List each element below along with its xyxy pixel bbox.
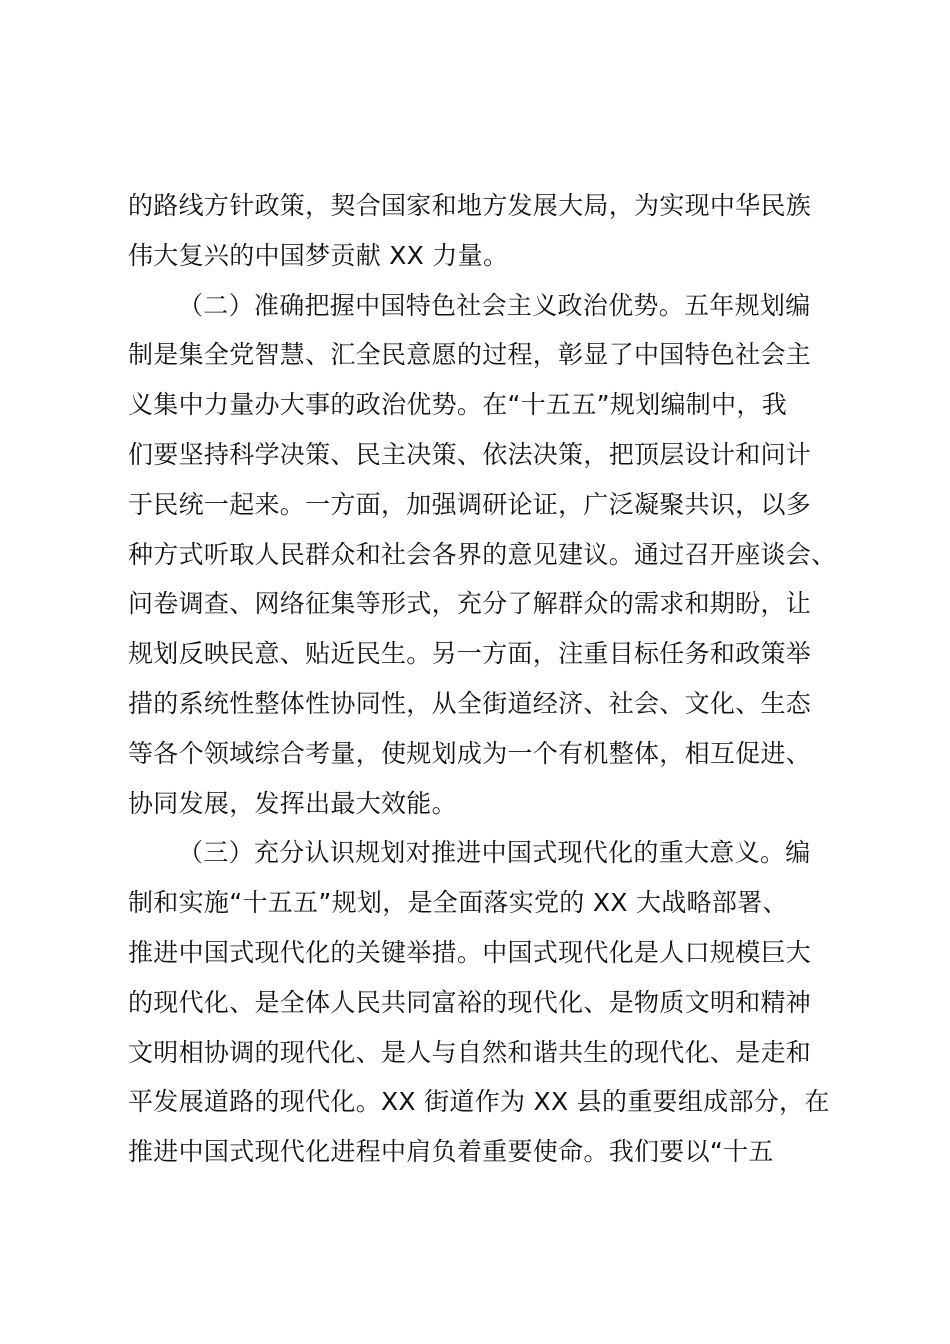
- text-line: 制是集全党智慧、汇全民意愿的过程，彰显了中国特色社会主: [128, 340, 812, 370]
- text-line: 问卷调查、网络征集等形式，充分了解群众的需求和期盼，让: [128, 589, 812, 619]
- text-line: 平发展道路的现代化。XX 街道作为 XX 县的重要组成部分，在: [128, 1087, 830, 1117]
- section-heading-line: （二）准确把握中国特色社会主义政治优势。五年规划编: [178, 290, 811, 320]
- text-line: 协同发展，发挥出最大效能。: [128, 788, 457, 818]
- text-line: 种方式听取人民群众和社会各界的意见建议。通过召开座谈会、: [128, 539, 837, 569]
- text-line: 的现代化、是全体人民共同富裕的现代化、是物质文明和精神: [128, 987, 812, 1017]
- text-line: 措的系统性整体性协同性，从全街道经济、社会、文化、生态: [128, 688, 812, 718]
- text-line: 文明相协调的现代化、是人与自然和谐共生的现代化、是走和: [128, 1037, 812, 1067]
- text-line: 等各个领域综合考量，使规划成为一个有机整体，相互促进、: [128, 738, 812, 768]
- text-line: 于民统一起来。一方面，加强调研论证，广泛凝聚共识，以多: [128, 489, 812, 519]
- document-body: [128, 181, 837, 1177]
- text-line: 制和实施“十五五”规划，是全面落实党的 XX 大战略部署、: [128, 888, 788, 918]
- text-line: 伟大复兴的中国梦贡献 XX 力量。: [128, 240, 509, 270]
- text-line: 规划反映民意、贴近民生。另一方面，注重目标任务和政策举: [128, 639, 812, 669]
- text-line: 们要坚持科学决策、民主决策、依法决策，把顶层设计和问计: [128, 439, 812, 469]
- text-line: 推进中国式现代化进程中肩负着重要使命。我们要以“十五: [128, 1137, 774, 1167]
- text-line: 的路线方针政策，契合国家和地方发展大局，为实现中华民族: [128, 191, 812, 220]
- section-heading-line: （三）充分认识规划对推进中国式现代化的重大意义。编: [178, 838, 811, 868]
- text-line: 推进中国式现代化的关键举措。中国式现代化是人口规模巨大: [128, 937, 812, 967]
- text-line: 义集中力量办大事的政治优势。在“十五五”规划编制中，我: [128, 390, 788, 420]
